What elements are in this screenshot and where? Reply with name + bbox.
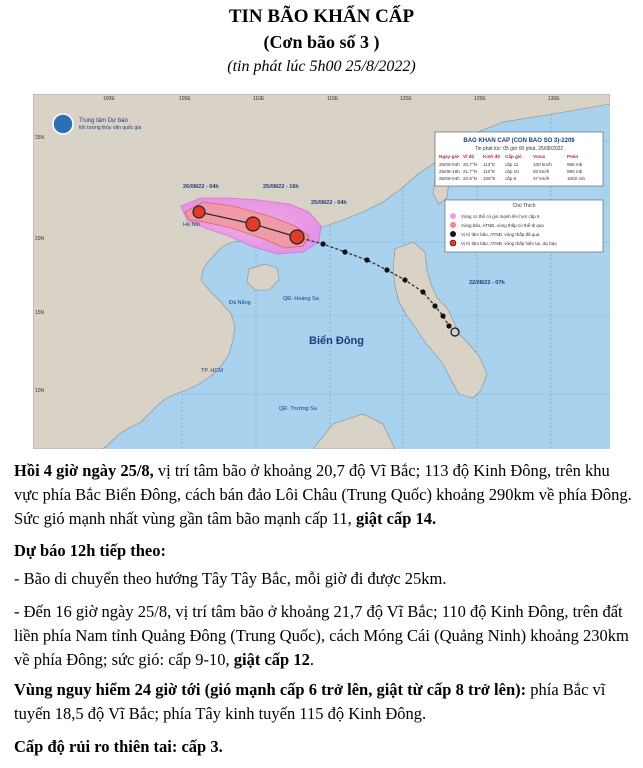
legend-swatch-cone: [450, 222, 456, 228]
p1-text: vị trí tâm bão ở khoảng 20,7 độ Vĩ Bắc; 113 độ Kinh Đông, trên khu vực phía Bắc Biển Đông, cách bán đảo Lôi Châu (Trung Quốc) khoảng 290km về phía Đông. Sức gió mạnh nhất vùng gần tâm bão mạnh cấp 11,: [14, 461, 632, 528]
info-cell: cấp 10: [505, 169, 519, 174]
forecast-heading: [14, 539, 634, 563]
info-header: Vmax: [533, 154, 546, 159]
lat-tick: 15N: [35, 310, 45, 316]
info-cell: 22.6°N: [463, 176, 478, 181]
legend-swatch-danger: [450, 213, 456, 219]
past-position-marker: [320, 241, 325, 246]
time-label: 25/08/22 - 16h: [263, 184, 299, 190]
info-cell: 37 km/h: [533, 176, 550, 181]
info-box-title: BAO KHAN CAP (CON BAO SO 3)-2209: [463, 138, 575, 144]
past-position-marker: [432, 303, 437, 308]
map-legend: [445, 200, 603, 252]
storm-name: (Cơn bão số 3 ): [263, 32, 380, 52]
info-header: Pmin: [567, 154, 579, 159]
info-cell: 25/08-04h: [439, 162, 460, 167]
info-cell: 100 km/h: [533, 162, 552, 167]
info-cell: 106°E: [483, 176, 496, 181]
storm-center-current: [290, 230, 304, 244]
legend-item: Vị trí tâm bão, ATNĐ, vùng thấp đã qua: [461, 232, 540, 237]
info-cell: 985 mb: [567, 162, 583, 167]
past-position-marker: [384, 267, 389, 272]
info-cell: 26/08-04h: [439, 176, 460, 181]
risk-level: [14, 735, 634, 759]
legend-swatch-current: [450, 240, 456, 246]
lat-tick: 20N: [35, 236, 45, 242]
lon-tick: 120E: [400, 96, 412, 102]
legend-item: Vùng có thể có gió mạnh lên hơn cấp 6: [461, 214, 540, 219]
info-header: Cấp gió: [505, 154, 522, 159]
time-label: 25/08/22 - 04h: [311, 200, 347, 206]
lon-tick: 105E: [179, 96, 191, 102]
info-header: Vĩ độ: [463, 154, 475, 159]
time-label: 22/08/22 - 07h: [469, 280, 505, 286]
time-label: 26/08/22 - 04h: [183, 184, 219, 190]
lon-tick: 110E: [253, 96, 265, 102]
info-header: Ngày-giờ: [439, 154, 460, 159]
lat-tick: 25N: [35, 135, 45, 141]
lon-tick: 130E: [548, 96, 560, 102]
past-position-marker: [364, 257, 369, 262]
past-position-marker: [402, 277, 407, 282]
sea-name-label: Biển Đông: [309, 335, 364, 347]
p1-lead: Hồi 4 giờ ngày 25/8,: [14, 461, 154, 480]
info-cell: cấp 6: [505, 176, 517, 181]
paragraph-current-position: [14, 459, 634, 531]
page-title: TIN BÃO KHẨN CẤP: [228, 6, 415, 27]
lon-tick: 115E: [327, 96, 339, 102]
info-cell: 113°E: [483, 162, 496, 167]
lon-tick: 125E: [474, 96, 486, 102]
city-danang: Đà Nẵng: [229, 300, 251, 306]
legend-item: Vùng bão, ATNĐ, vùng thấp có thể đi qua: [461, 223, 544, 228]
legend-swatch-past: [450, 231, 456, 237]
risk-level-text: Cấp độ rủi ro thiên tai: cấp 3.: [14, 737, 223, 756]
info-cell: 1002 mb: [567, 176, 585, 181]
past-position-marker: [440, 313, 445, 318]
forecast-direction: - Bão di chuyển theo hướng Tây Tây Bắc, mỗi giờ đi được 25km.: [14, 569, 447, 588]
p4-text: - Đến 16 giờ ngày 25/8, vị trí tâm bão ở khoảng 21,7 độ Vĩ Bắc; 110 độ Kinh Đông, trên đất liền phía Nam tỉnh Quảng Đông (Trung Quốc), cách Móng Cái (Quảng Ninh) khoảng 230km về phía Đông; sức gió: cấp 9-10,: [14, 602, 629, 669]
info-cell: 25/08-16h: [439, 169, 460, 174]
issued-time: (tin phát lúc 5h00 25/8/2022): [227, 58, 416, 75]
islands-truongsa: QĐ. Trường Sa: [279, 406, 317, 412]
info-cell: cấp 11: [505, 162, 519, 167]
p1-gust: giật cấp 14.: [355, 509, 437, 528]
info-box-time: Tin phát lúc: 05 giờ 00 phút, 25/08/2022: [474, 146, 564, 152]
city-hanoi: Hà Nội: [183, 222, 200, 228]
info-cell: 110°E: [483, 169, 496, 174]
danger-zone-paragraph: [14, 678, 634, 726]
info-cell: 93 km/h: [533, 169, 550, 174]
storm-center-26-04h: [193, 206, 205, 218]
bulletin-info-box: [435, 132, 603, 186]
info-cell: 20.7°N: [463, 162, 478, 167]
legend-item: Vị trí tâm bão, ATNĐ, vùng thấp hiện tại, dự báo: [461, 241, 557, 246]
past-position-marker: [342, 249, 347, 254]
past-position-marker: [446, 323, 451, 328]
info-header: Kinh độ: [483, 154, 501, 159]
past-position-marker: [420, 289, 425, 294]
agency-logo-icon: [53, 114, 73, 134]
agency-name-line2: khí tượng thủy văn quốc gia: [79, 125, 142, 131]
p5-lead: Vùng nguy hiểm 24 giờ tới (gió mạnh cấp 6 trở lên, giật từ cấp 8 trở lên):: [14, 680, 527, 699]
legend-title: Chú Thích: [512, 203, 536, 209]
storm-track-map: [33, 94, 610, 449]
storm-center-16h: [246, 217, 260, 231]
lon-tick: 100E: [103, 96, 115, 102]
islands-hoangsa: QĐ. Hoàng Sa: [283, 296, 319, 302]
p5-text: phía Bắc vĩ tuyến 18,5 độ Vĩ Bắc; phía Tây kinh tuyến 115 độ Kinh Đông.: [14, 680, 606, 723]
city-hcm: TP. HCM: [201, 368, 223, 374]
forecast-heading-text: Dự báo 12h tiếp theo:: [14, 541, 166, 560]
info-cell: 21.7°N: [463, 169, 478, 174]
forecast-position: [14, 600, 634, 672]
lat-tick: 10N: [35, 388, 45, 394]
p4-end: .: [309, 650, 314, 669]
agency-name-line1: Trung tâm Dự báo: [79, 118, 128, 124]
info-cell: 990 mb: [567, 169, 583, 174]
p4-gust: giật cấp 12: [233, 650, 310, 669]
